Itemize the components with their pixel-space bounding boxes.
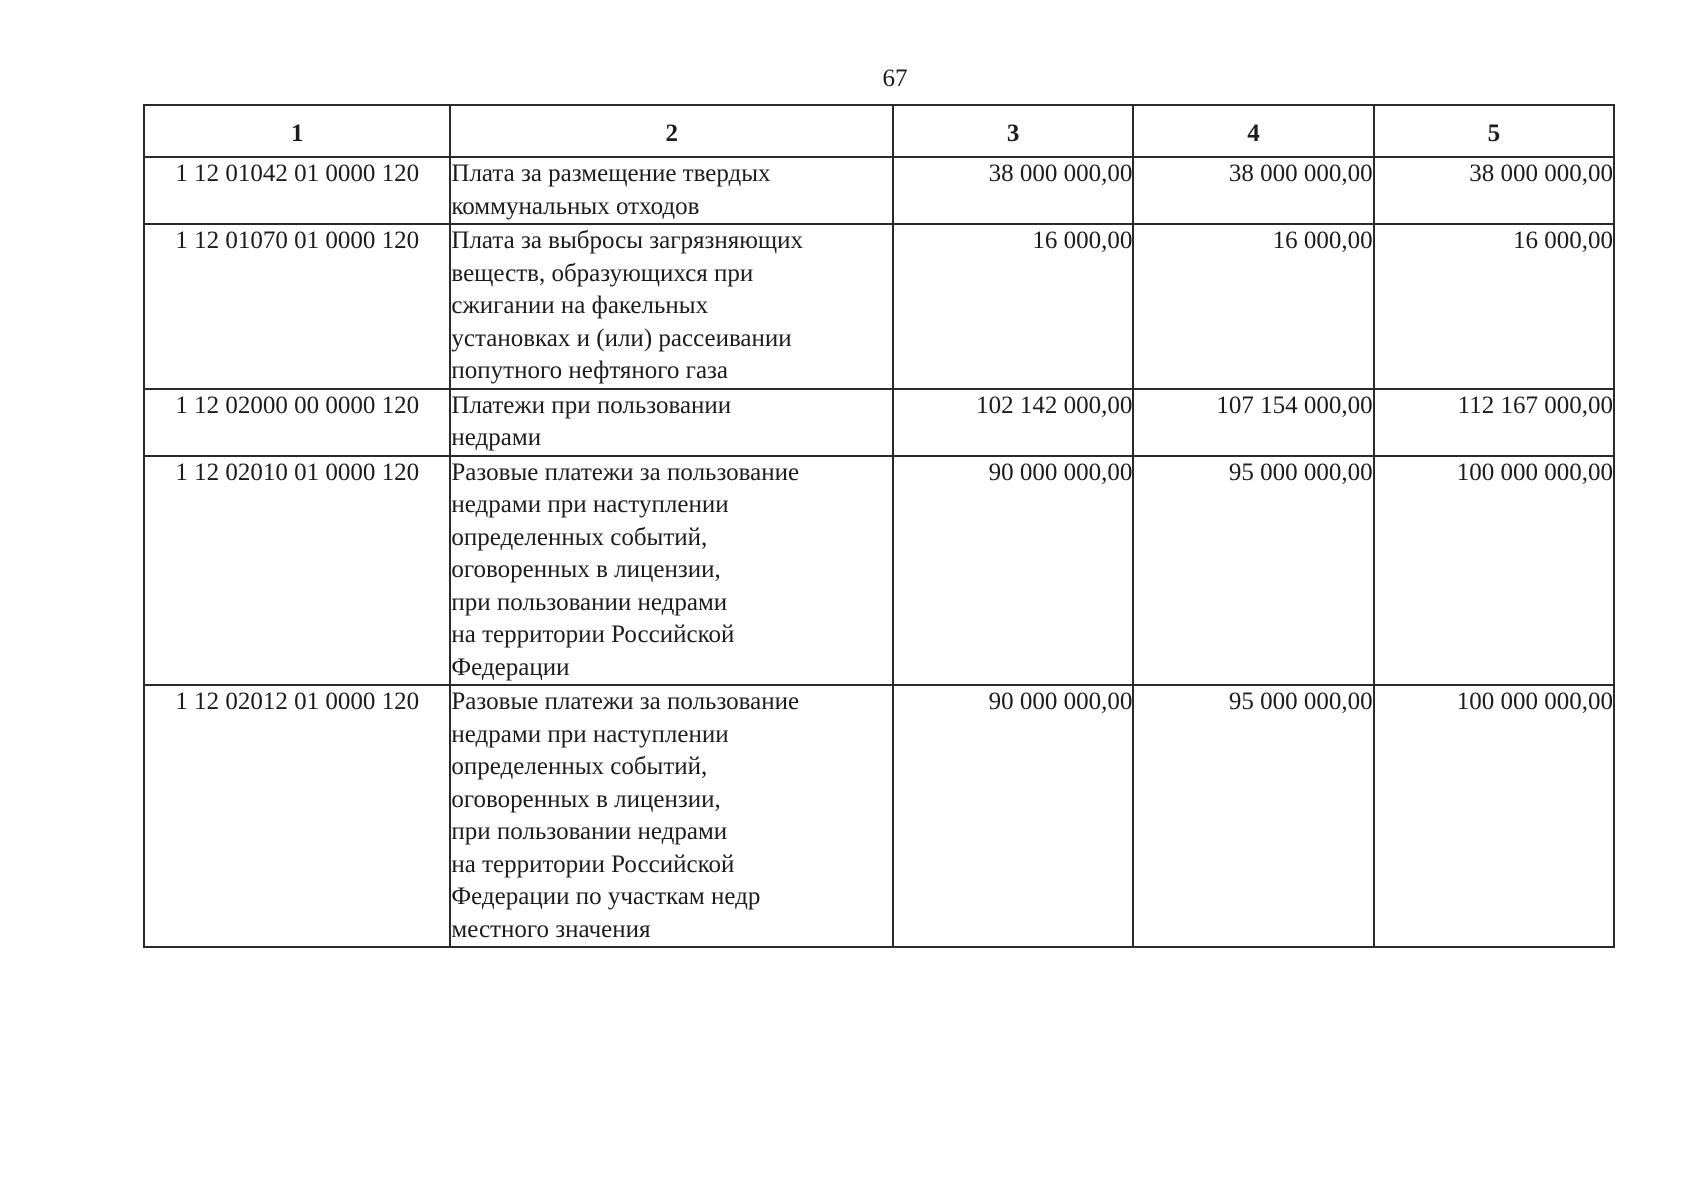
revenue-table [143,104,1615,948]
amount-col5-cell: 112 167 000,00 [1374,389,1614,456]
budget-code-cell: 1 12 02000 00 0000 120 [144,389,450,456]
amount-col4-cell: 95 000 000,00 [1133,456,1373,686]
table-row [144,685,1614,947]
amount-col4-cell: 38 000 000,00 [1133,157,1373,224]
table-row [144,224,1614,389]
budget-code-cell: 1 12 02010 01 0000 120 [144,456,450,686]
amount-col5-cell: 100 000 000,00 [1374,456,1614,686]
table-header-row [144,105,1614,157]
amount-col4-cell: 95 000 000,00 [1133,685,1373,947]
amount-col3-cell: 102 142 000,00 [893,389,1133,456]
amount-col3-cell: 90 000 000,00 [893,685,1133,947]
amount-col3-cell: 16 000,00 [893,224,1133,389]
column-header-3: 3 [893,105,1133,157]
page-number: 67 [882,65,908,92]
revenue-name-cell: Плата за размещение твердых коммунальных отходов [450,157,893,224]
revenue-name-cell: Разовые платежи за пользование недрами при наступлении определенных событий, оговоренных в лицензии, при пользовании недрами на территории Российской Федерации [450,456,893,686]
revenue-name-cell: Разовые платежи за пользование недрами при наступлении определенных событий, оговоренных в лицензии, при пользовании недрами на территории Российской Федерации по участкам недр местного значения [450,685,893,947]
amount-col5-cell: 38 000 000,00 [1374,157,1614,224]
column-header-5: 5 [1374,105,1614,157]
column-header-2: 2 [450,105,893,157]
amount-col4-cell: 16 000,00 [1133,224,1373,389]
table-row [144,157,1614,224]
budget-code-cell: 1 12 01042 01 0000 120 [144,157,450,224]
revenue-name-cell: Платежи при пользовании недрами [450,389,893,456]
column-header-1: 1 [144,105,450,157]
revenue-name-cell: Плата за выбросы загрязняющих веществ, образующихся при сжигании на факельных установках и (или) рассеивании попутного нефтяного газа [450,224,893,389]
column-header-4: 4 [1133,105,1373,157]
amount-col5-cell: 16 000,00 [1374,224,1614,389]
amount-col4-cell: 107 154 000,00 [1133,389,1373,456]
amount-col3-cell: 90 000 000,00 [893,456,1133,686]
amount-col5-cell: 100 000 000,00 [1374,685,1614,947]
table-row [144,456,1614,686]
budget-code-cell: 1 12 01070 01 0000 120 [144,224,450,389]
budget-code-cell: 1 12 02012 01 0000 120 [144,685,450,947]
amount-col3-cell: 38 000 000,00 [893,157,1133,224]
table-row [144,389,1614,456]
